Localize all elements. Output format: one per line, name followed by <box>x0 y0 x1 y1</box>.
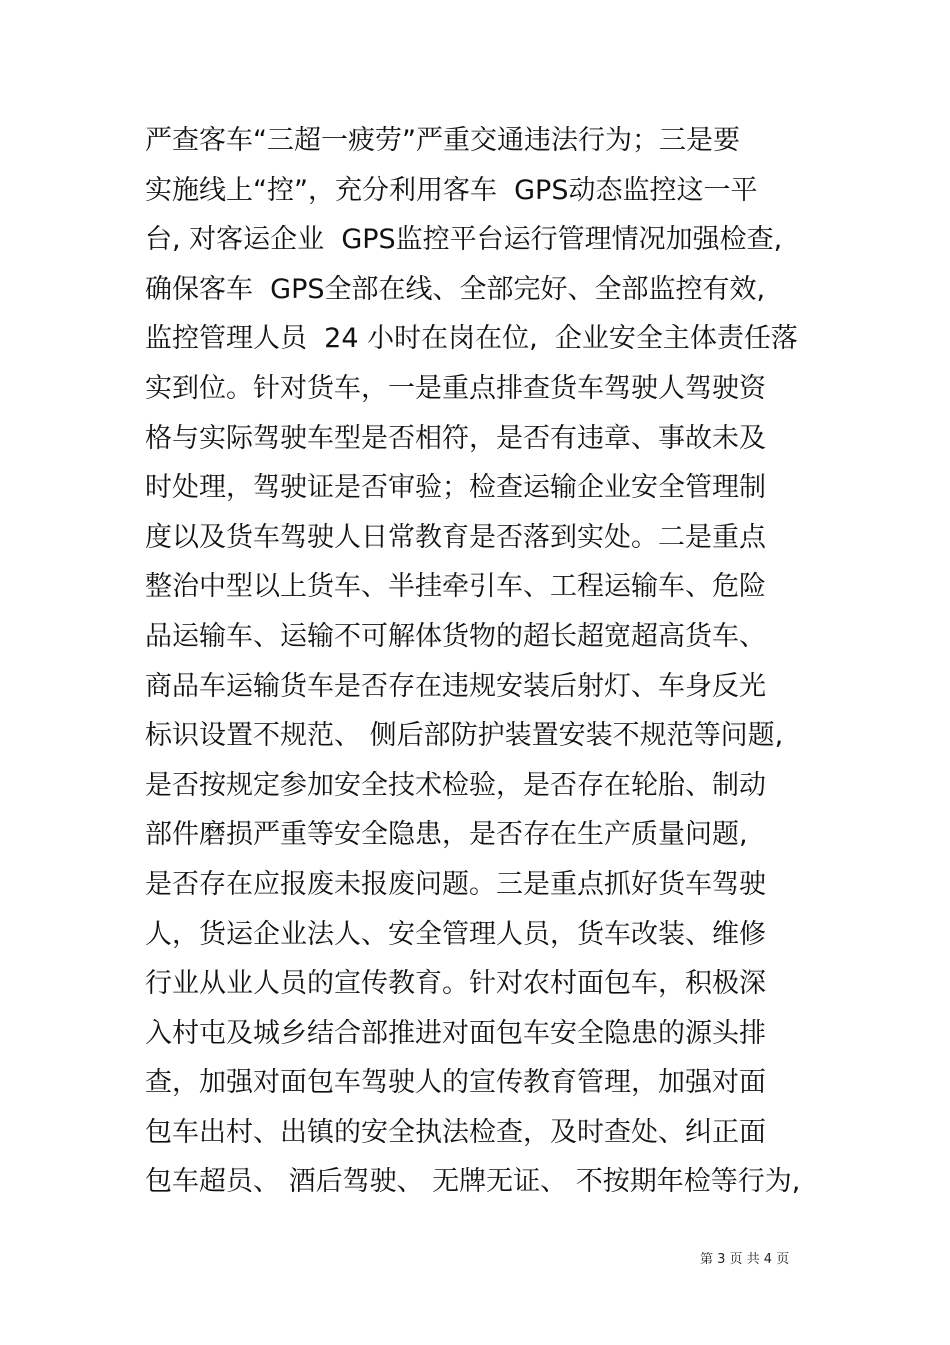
text-line: 商品车运输货车是否存在违规安装后射灯、车身反光 <box>145 670 766 702</box>
body-text <box>145 116 845 1207</box>
text-line: 查，加强对面包车驾驶人的宣传教育管理，加强对面 <box>145 1067 766 1099</box>
text-line: 实施线上“控”，充分利用客车 GPS动态监控这一平 <box>145 174 758 206</box>
text-line: 入村屯及城乡结合部推进对面包车安全隐患的源头排 <box>145 1017 766 1049</box>
text-line: 包车出村、出镇的安全执法检查，及时查处、纠正面 <box>145 1116 766 1148</box>
text-line: 确保客车 GPS全部在线、全部完好、全部监控有效, <box>145 273 766 305</box>
text-line: 监控管理人员 24 小时在岗在位, 企业安全主体责任落 <box>145 323 798 355</box>
text-line: 是否存在应报废未报废问题。三是重点抓好货车驾驶 <box>145 868 766 900</box>
text-line: 严查客车“三超一疲劳”严重交通违法行为；三是要 <box>145 125 740 156</box>
text-line: 品运输车、运输不可解体货物的超长超宽超高货车、 <box>145 620 766 652</box>
text-line: 时处理，驾驶证是否审验；检查运输企业安全管理制 <box>145 472 766 504</box>
text-line: 部件磨损严重等安全隐患，是否存在生产质量问题, <box>145 819 748 851</box>
text-line: 度以及货车驾驶人日常教育是否落到实处。二是重点 <box>145 521 766 553</box>
text-line: 格与实际驾驶车型是否相符，是否有违章、事故未及 <box>145 422 766 454</box>
text-line: 实到位。针对货车，一是重点排查货车驾驶人驾驶资 <box>145 372 766 404</box>
text-line: 标识设置不规范、 侧后部防护装置安装不规范等问题, <box>145 720 784 752</box>
text-line: 行业从业人员的宣传教育。针对农村面包车，积极深 <box>145 968 766 1000</box>
text-line: 台, 对客运企业 GPS监控平台运行管理情况加强检查, <box>145 224 783 256</box>
text-line: 是否按规定参加安全技术检验，是否存在轮胎、制动 <box>145 769 766 801</box>
page-number: 第 3 页 共 4 页 <box>700 1252 790 1267</box>
text-line: 包车超员、 酒后驾驶、 无牌无证、 不按期年检等行为, <box>145 1166 801 1198</box>
text-line: 整治中型以上货车、半挂牵引车、工程运输车、危险 <box>145 571 766 603</box>
text-line: 人，货运企业法人、安全管理人员，货车改装、维修 <box>145 918 766 950</box>
